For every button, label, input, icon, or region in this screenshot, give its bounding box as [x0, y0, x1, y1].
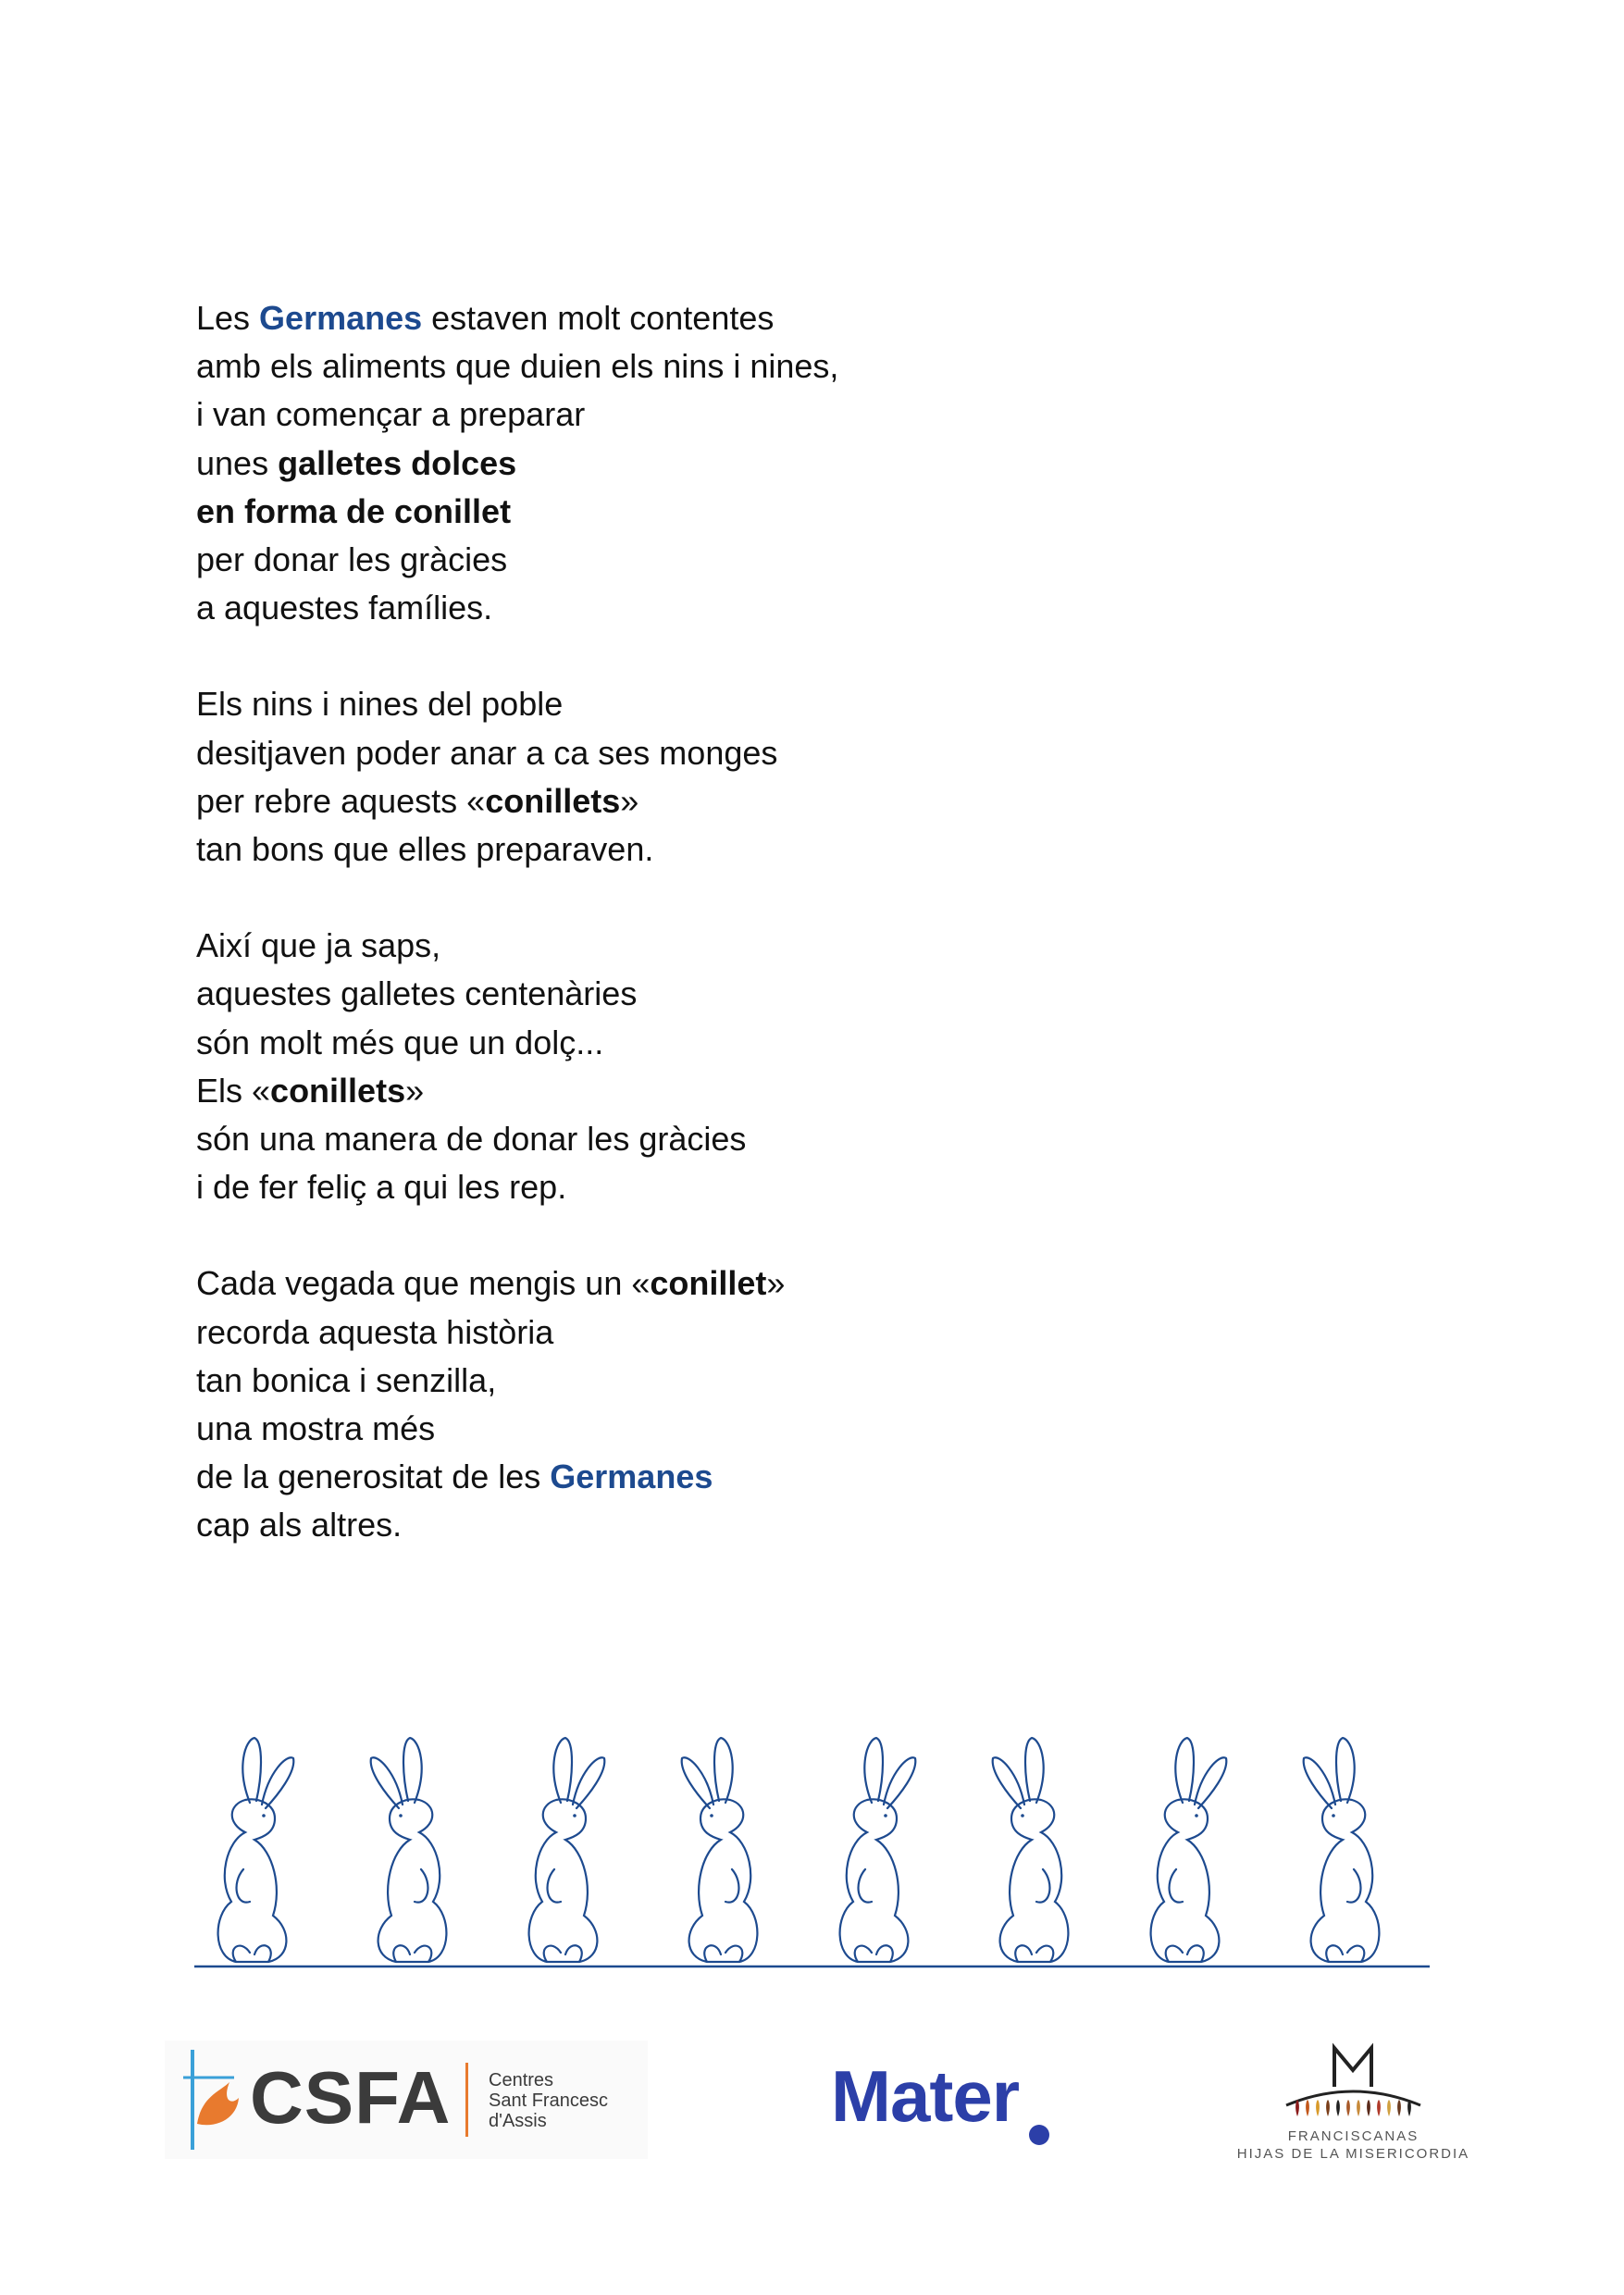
- text-segment: Els «: [196, 1071, 271, 1110]
- bunny-illustration: [190, 1731, 1448, 1980]
- poem-line: [196, 536, 1399, 584]
- figure-mark: [1367, 2100, 1370, 2116]
- bold-phrase: conillets: [270, 1071, 406, 1110]
- csfa-subtitle-line: d'Assis: [489, 2111, 547, 2131]
- poem-line: [196, 342, 1399, 391]
- bunny-icon: [840, 1738, 916, 1962]
- highlight-word: Germanes: [550, 1458, 713, 1496]
- figure-mark: [1336, 2100, 1340, 2116]
- poem-line: [196, 680, 1399, 728]
- text-segment: són molt més que un dolç...: [196, 1023, 604, 1061]
- text-segment: Així que ja saps,: [196, 926, 441, 965]
- figure-mark: [1306, 2100, 1309, 2116]
- poem-text: [196, 294, 1399, 1598]
- csfa-acronym: CSFA: [250, 2056, 452, 2139]
- poem-line: [196, 1405, 1399, 1453]
- text-segment: tan bonica i senzilla,: [196, 1360, 497, 1399]
- text-segment: cap als altres.: [196, 1506, 403, 1544]
- poem-line: [196, 440, 1399, 488]
- poem-stanza: [196, 922, 1399, 1211]
- csfa-subtitle-line: Centres: [489, 2070, 554, 2090]
- text-segment: una mostra més: [196, 1409, 436, 1448]
- poem-line: [196, 825, 1399, 874]
- mater-wordmark: Mater: [831, 2055, 1020, 2137]
- mater-logo: [831, 2054, 1062, 2156]
- poem-line: [196, 922, 1399, 970]
- poem-line: [196, 1115, 1399, 1163]
- poem-line: [196, 1163, 1399, 1211]
- bunny-icon: [218, 1738, 294, 1962]
- poem-line: [196, 1501, 1399, 1549]
- csfa-logo: [165, 2041, 648, 2159]
- figure-mark: [1387, 2100, 1391, 2116]
- text-segment: tan bons que elles preparaven.: [196, 830, 654, 869]
- figure-mark: [1316, 2100, 1320, 2116]
- text-segment: són una manera de donar les gràcies: [196, 1120, 747, 1159]
- poem-stanza: [196, 1259, 1399, 1549]
- text-segment: per rebre aquests «: [196, 781, 486, 820]
- bold-phrase: conillets: [485, 781, 621, 820]
- bunny-icon: [993, 1738, 1069, 1962]
- text-segment: Cada vegada que mengis un «: [196, 1264, 651, 1303]
- poem-line: [196, 777, 1399, 825]
- text-segment: »: [766, 1264, 786, 1303]
- figure-mark: [1326, 2100, 1330, 2116]
- figure-mark: [1397, 2100, 1401, 2116]
- poem-line: [196, 1067, 1399, 1115]
- csfa-subtitle-line: Sant Francesc: [489, 2090, 608, 2111]
- poem-line: [196, 1453, 1399, 1501]
- poem-line: [196, 1309, 1399, 1357]
- text-segment: recorda aquesta història: [196, 1312, 554, 1351]
- text-segment: »: [620, 781, 639, 820]
- bunny-icon: [1304, 1738, 1380, 1962]
- figure-mark: [1346, 2100, 1350, 2116]
- bunny-icon: [1151, 1738, 1227, 1962]
- mater-dot-icon: [1029, 2125, 1049, 2145]
- bunny-icon: [371, 1738, 447, 1962]
- poem-line: [196, 729, 1399, 777]
- poem-line: [196, 488, 1399, 536]
- poem-line: [196, 970, 1399, 1018]
- text-segment: i van començar a preparar: [196, 395, 586, 434]
- poem-stanza: [196, 680, 1399, 874]
- text-segment: a aquestes famílies.: [196, 589, 493, 627]
- franciscanas-title: FRANCISCANAS: [1287, 2128, 1419, 2144]
- poem-line: [196, 1357, 1399, 1405]
- text-segment: Les: [196, 299, 260, 337]
- poem-line: [196, 1019, 1399, 1067]
- franciscanas-emblem-icon: [1231, 2041, 1476, 2126]
- text-segment: unes: [196, 443, 279, 482]
- text-segment: amb els aliments que duien els nins i nines,: [196, 347, 839, 386]
- figure-mark: [1377, 2100, 1381, 2116]
- bold-phrase: conillet: [650, 1264, 767, 1303]
- franciscanas-logo: [1231, 2041, 1476, 2170]
- poem-line: [196, 391, 1399, 439]
- poem-line: [196, 294, 1399, 342]
- poem-stanza: [196, 294, 1399, 632]
- text-segment: estaven molt contentes: [422, 299, 775, 337]
- text-segment: aquestes galletes centenàries: [196, 974, 638, 1013]
- bold-phrase: galletes dolces: [278, 443, 517, 482]
- text-segment: per donar les gràcies: [196, 540, 508, 579]
- csfa-subtitle: [489, 2070, 608, 2131]
- text-segment: i de fer feliç a qui les rep.: [196, 1168, 567, 1207]
- csfa-separator: [465, 2063, 468, 2137]
- poem-line: [196, 584, 1399, 632]
- text-segment: desitjaven poder anar a ca ses monges: [196, 733, 778, 772]
- text-segment: »: [405, 1071, 425, 1110]
- poem-line: [196, 1259, 1399, 1308]
- highlight-word: Germanes: [259, 299, 423, 337]
- text-segment: de la generositat de les: [196, 1458, 551, 1496]
- text-segment: Els nins i nines del poble: [196, 685, 564, 724]
- bunny-icon: [682, 1738, 758, 1962]
- figure-mark: [1357, 2100, 1360, 2116]
- bold-phrase: en forma de conillet: [196, 491, 512, 530]
- csfa-flame-icon: [165, 2041, 248, 2159]
- franciscanas-subtitle: HIJAS DE LA MISERICORDIA: [1236, 2146, 1470, 2162]
- bunny-icon: [529, 1738, 605, 1962]
